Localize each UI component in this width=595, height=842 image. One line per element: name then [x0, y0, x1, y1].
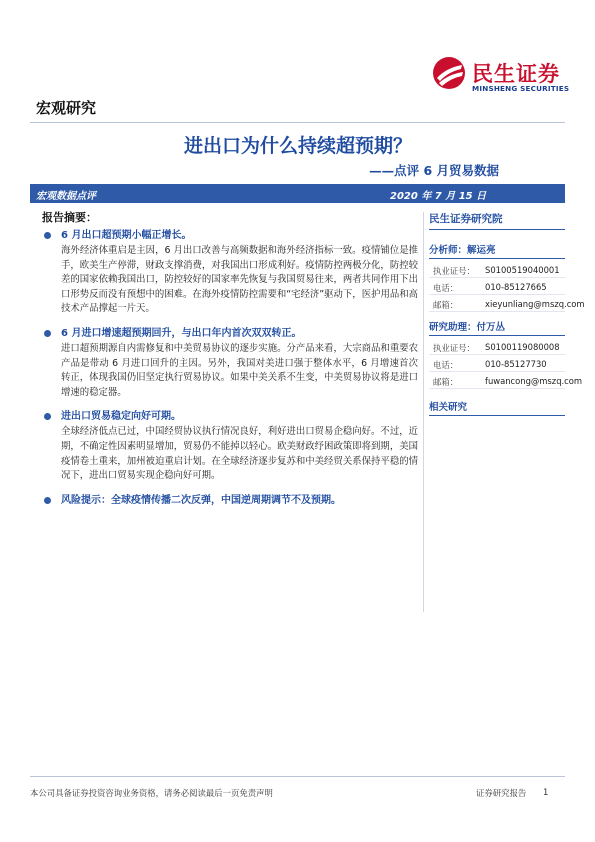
brand-name-cn: 民生证券 [472, 62, 560, 86]
summary-label: 报告摘要： [42, 211, 97, 224]
assistant-phone: 010-85127730 [485, 359, 547, 369]
footer-divider [30, 776, 565, 777]
analyst-license: S0100519040001 [485, 265, 560, 275]
summary-item-heading: 6 月出口超预期小幅正增长。 [61, 230, 192, 241]
summary-item [40, 228, 418, 317]
assistant-email-link[interactable]: fuwancong@mszq.com [485, 376, 583, 386]
field-label: 执业证号： [433, 266, 475, 276]
bullet-icon [44, 413, 51, 420]
brand-name-en: MINSHENG SECURITIES [472, 84, 570, 93]
field-label: 邮箱： [433, 377, 459, 387]
report-subtitle: ——点评 6 月贸易数据 [369, 163, 499, 178]
summary-item [40, 409, 418, 483]
institute-name: 民生证券研究院 [429, 211, 565, 230]
bullet-icon [44, 497, 51, 504]
assistant-phone-row [429, 356, 565, 372]
report-category: 宏观数据点评 [36, 191, 96, 202]
risk-warning: 风险提示：全球疫情传播二次反弹，中国逆周期调节不及预期。 [61, 494, 341, 506]
sidebar [429, 211, 585, 416]
summary-item-heading: 6 月进口增速超预期回升，与出口年内首次双双转正。 [61, 327, 302, 339]
summary-item-heading: 进出口贸易稳定向好可期。 [61, 411, 181, 423]
analyst-phone-row [429, 279, 565, 295]
top-divider [30, 122, 565, 123]
analyst-phone: 010-85127665 [485, 282, 547, 292]
field-label: 邮箱： [433, 300, 459, 310]
bullet-icon [44, 232, 51, 239]
analyst-email-row [429, 296, 585, 312]
assistant-label: 研究助理：付万丛 [429, 319, 565, 336]
assistant-license: S0100119080008 [485, 342, 560, 352]
company-logo [432, 56, 572, 96]
assistant-email-row [429, 373, 583, 389]
related-research-heading: 相关研究 [429, 399, 565, 416]
page-number: 1 [543, 787, 549, 797]
footer-disclaimer: 本公司具备证券投资咨询业务资格，请务必阅读最后一页免责声明 [30, 788, 273, 798]
bullet-icon [44, 330, 51, 337]
analyst-label: 分析师：解运亮 [429, 242, 565, 259]
field-label: 电话： [433, 283, 459, 293]
summary-item-body: 进口超预期源自内需修复和中美贸易协议的逐步实施。分产品来看，大宗商品和重要农产品是带动 6 月进口回升的主因。另外，我国对美进口强于整体水平，6 月增速首次转正，体现我国仍旧坚定执行贸易协议。如果中美关系不生变，中美贸易协议将是进口增速的稳定器。 [61, 342, 418, 398]
section-title: 宏观研究 [36, 99, 97, 117]
report-title: 进出口为什么持续超预期？ [183, 135, 412, 157]
summary-item-body: 海外经济体重启是主因，6 月出口改善与高频数据和海外经济指标一致。疫情铺位是推手，欧美生产停滞，财政支撑消费，对我国出口形成利好。疫情防控两极分化，防控较差的国家依赖我国出口，防控较好的国家率先恢复与我国贸易往来，两者共同作用下出口形势反而没有预想中的困难。在海外疫情防控需要和“宅经济”驱动下，医护用品和高技术产品撑起一片天。 [61, 245, 418, 315]
logo-mark-icon [432, 56, 466, 90]
column-divider [423, 212, 424, 612]
report-date: 2020 年 7 月 15 日 [390, 191, 487, 202]
analyst-license-row [429, 262, 565, 278]
assistant-license-row [429, 339, 565, 355]
category-band [30, 184, 565, 203]
summary-content [40, 228, 418, 518]
summary-item [40, 326, 418, 400]
risk-item [40, 493, 418, 509]
summary-item-body: 全球经济低点已过，中国经贸协议执行情况良好，利好进出口贸易企稳向好。不过，近期，不确定性因素明显增加，贸易仍不能掉以轻心。欧美财政纾困政策即将到期，美国疫情卷土重来，加州被迫重启计划。在全球经济逐步复苏和中美经贸关系保持平稳的情况下，进出口贸易实现企稳向好可期。 [61, 426, 418, 482]
footer-doc-type: 证券研究报告 [476, 788, 527, 798]
field-label: 电话： [433, 360, 459, 370]
field-label: 执业证号： [433, 343, 475, 353]
analyst-email-link[interactable]: xieyunliang@mszq.com [485, 299, 585, 309]
